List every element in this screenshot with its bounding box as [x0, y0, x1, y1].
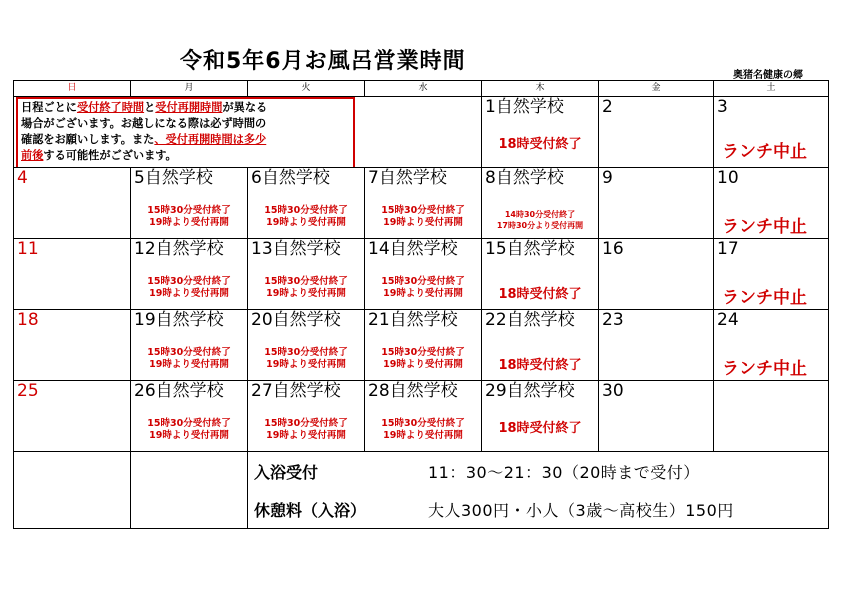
day-cell-7: [365, 168, 482, 239]
day-cell-4: [14, 168, 131, 239]
week-row: [14, 310, 829, 381]
day-cell-10: [714, 168, 829, 239]
day-number: 16: [602, 239, 624, 259]
day-label: 8自然学校: [485, 168, 564, 188]
empty-cell: [131, 452, 248, 529]
week-row: [14, 168, 829, 239]
closing-note: 15時30分受付終了 19時より受付再開: [381, 276, 465, 299]
notice-highlight: 受付終了時間: [76, 101, 145, 114]
day-cell-2: [599, 97, 714, 168]
day-number: 18: [17, 310, 39, 330]
day-cell-27: [248, 381, 365, 452]
week-row: [14, 97, 829, 168]
day-cell-9: [599, 168, 714, 239]
closing-note: 18時受付終了: [498, 287, 582, 302]
day-cell-16: [599, 239, 714, 310]
day-label: 13自然学校: [251, 239, 341, 259]
closing-note: 15時30分受付終了 19時より受付再開: [147, 205, 231, 228]
day-number: 4: [17, 168, 28, 188]
notice-box: [16, 97, 355, 168]
closing-note: 15時30分受付終了 19時より受付再開: [381, 418, 465, 441]
weekday-header-row: [14, 81, 829, 97]
lunch-closed-note: ランチ中止: [722, 288, 807, 308]
day-label: 20自然学校: [251, 310, 341, 330]
lunch-closed-note: ランチ中止: [722, 142, 807, 162]
day-cell-23: [599, 310, 714, 381]
closing-note: 18時受付終了: [498, 137, 582, 152]
day-label: 14自然学校: [368, 239, 458, 259]
day-cell-25: [14, 381, 131, 452]
day-label: 29自然学校: [485, 381, 575, 401]
empty-cell: [714, 381, 829, 452]
day-label: 19自然学校: [134, 310, 224, 330]
notice-cell: [14, 97, 482, 168]
day-number: 2: [602, 97, 613, 117]
fee-value: 大人300円・小人（3歳～高校生）150円: [428, 501, 734, 520]
day-cell-29: [482, 381, 599, 452]
weekday-tue: 火: [248, 81, 365, 97]
closing-note: 15時30分受付終了 19時より受付再開: [381, 205, 465, 228]
day-label: 28自然学校: [368, 381, 458, 401]
notice-text: と: [144, 101, 156, 114]
day-number: 11: [17, 239, 39, 259]
info-row: [14, 452, 829, 529]
empty-cell: [14, 452, 131, 529]
day-number: 9: [602, 168, 613, 188]
reception-label: 入浴受付: [254, 463, 319, 482]
day-label: 1自然学校: [485, 97, 564, 117]
day-cell-8: [482, 168, 599, 239]
day-cell-20: [248, 310, 365, 381]
day-label: 12自然学校: [134, 239, 224, 259]
day-cell-28: [365, 381, 482, 452]
day-cell-26: [131, 381, 248, 452]
weekday-fri: 金: [599, 81, 714, 97]
notice-highlight: 受付再開時間: [155, 101, 223, 114]
closing-note: 15時30分受付終了 19時より受付再開: [381, 347, 465, 370]
day-cell-15: [482, 239, 599, 310]
closing-note: 15時30分受付終了 19時より受付再開: [264, 276, 348, 299]
day-number: 25: [17, 381, 39, 401]
notice-text: 場合がございます。お越しになる際は必ず時間の: [21, 117, 267, 130]
day-cell-1: [482, 97, 599, 168]
day-cell-22: [482, 310, 599, 381]
page-title: 令和5年6月お風呂営業時間: [180, 49, 466, 74]
notice-text: する可能性がございます。: [43, 149, 177, 162]
day-number: 10: [717, 168, 739, 188]
day-cell-5: [131, 168, 248, 239]
day-cell-12: [131, 239, 248, 310]
day-label: 27自然学校: [251, 381, 341, 401]
week-row: [14, 239, 829, 310]
notice-text: 日程ごとに: [21, 101, 77, 114]
notice-text: 確認をお願いします。また: [21, 133, 155, 146]
day-label: 26自然学校: [134, 381, 224, 401]
closing-note: 15時30分受付終了 19時より受付再開: [147, 347, 231, 370]
notice-highlight: 前後: [21, 149, 44, 162]
day-cell-14: [365, 239, 482, 310]
closing-note: 15時30分受付終了 19時より受付再開: [264, 418, 348, 441]
day-number: 24: [717, 310, 739, 330]
notice-highlight: 、受付再開時間は多少: [154, 133, 267, 146]
weekday-thu: 木: [482, 81, 599, 97]
notice-text: が異なる: [222, 101, 268, 114]
day-label: 7自然学校: [368, 168, 447, 188]
day-number: 3: [717, 97, 728, 117]
info-cell: [248, 452, 829, 529]
calendar-table: [13, 80, 829, 529]
fee-label: 休憩料（入浴）: [254, 501, 367, 520]
day-number: 23: [602, 310, 624, 330]
day-label: 15自然学校: [485, 239, 575, 259]
weekday-mon: 月: [131, 81, 248, 97]
day-cell-3: [714, 97, 829, 168]
day-label: 22自然学校: [485, 310, 575, 330]
closing-note: 15時30分受付終了 19時より受付再開: [264, 347, 348, 370]
weekday-wed: 水: [365, 81, 482, 97]
day-cell-11: [14, 239, 131, 310]
closing-note: 15時30分受付終了 19時より受付再開: [147, 418, 231, 441]
lunch-closed-note: ランチ中止: [722, 359, 807, 379]
weekday-sun: 日: [14, 81, 131, 97]
reception-hours: 11：30～21：30（20時まで受付）: [428, 463, 700, 482]
day-cell-21: [365, 310, 482, 381]
day-cell-6: [248, 168, 365, 239]
day-label: 21自然学校: [368, 310, 458, 330]
day-cell-17: [714, 239, 829, 310]
closing-note: 18時受付終了: [498, 421, 582, 436]
closing-note: 18時受付終了: [498, 358, 582, 373]
weekday-sat: 土: [714, 81, 829, 97]
day-cell-24: [714, 310, 829, 381]
lunch-closed-note: ランチ中止: [722, 217, 807, 237]
day-cell-19: [131, 310, 248, 381]
day-number: 17: [717, 239, 739, 259]
day-cell-18: [14, 310, 131, 381]
day-number: 30: [602, 381, 624, 401]
day-label: 5自然学校: [134, 168, 213, 188]
organization-name: 奥猪名健康の郷: [733, 70, 803, 81]
day-cell-13: [248, 239, 365, 310]
day-cell-30: [599, 381, 714, 452]
week-row: [14, 381, 829, 452]
day-label: 6自然学校: [251, 168, 330, 188]
closing-note: 14時30分受付終了 17時30分より受付再開: [496, 210, 584, 230]
closing-note: 15時30分受付終了 19時より受付再開: [264, 205, 348, 228]
closing-note: 15時30分受付終了 19時より受付再開: [147, 276, 231, 299]
